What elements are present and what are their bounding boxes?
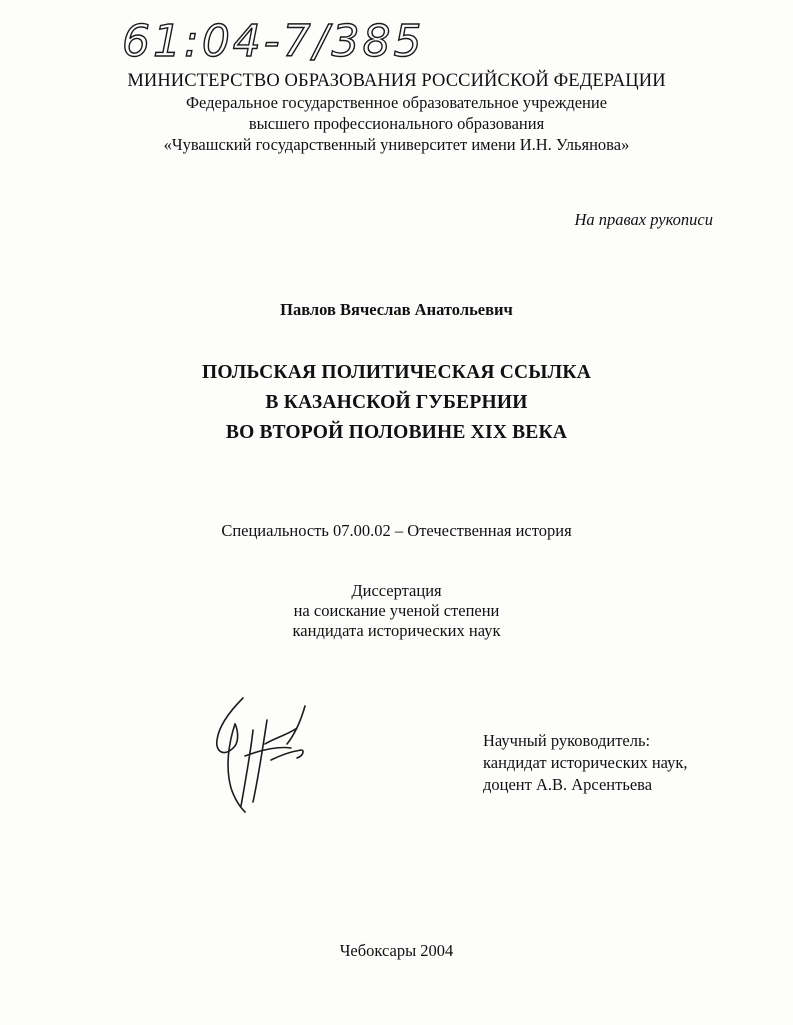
author-name: Павлов Вячеслав Анатольевич: [280, 300, 513, 319]
institution-header: [0, 70, 793, 155]
city-year: Чебоксары 2004: [339, 941, 454, 960]
author-signature: [205, 690, 315, 815]
degree-line-3: кандидата исторических наук: [292, 621, 501, 640]
rights-note: На правах рукописи: [574, 210, 713, 229]
specialty: Специальность 07.00.02 – Отечественная история: [221, 521, 572, 540]
dissertation-title: [0, 358, 793, 448]
scientific-advisor: [483, 730, 688, 796]
institution-line-3: «Чувашский государственный университет имени И.Н. Ульянова»: [163, 135, 630, 154]
advisor-line-3: доцент А.В. Арсентьева: [483, 775, 653, 794]
degree-line-1: Диссертация: [351, 581, 442, 600]
title-line-3: ВО ВТОРОЙ ПОЛОВИНЕ XIX ВЕКА: [225, 422, 568, 443]
advisor-line-2: кандидат исторических наук,: [483, 753, 688, 772]
title-line-2: В КАЗАНСКОЙ ГУБЕРНИИ: [265, 392, 528, 413]
institution-line-1: Федеральное государственное образовательное учреждение: [185, 93, 608, 112]
stamp-code: 61:04-7/385: [122, 16, 425, 67]
degree-statement: [0, 581, 793, 641]
title-line-1: ПОЛЬСКАЯ ПОЛИТИЧЕСКАЯ ССЫЛКА: [201, 362, 592, 383]
handwritten-archive-stamp: [120, 6, 460, 68]
ministry-name: МИНИСТЕРСТВО ОБРАЗОВАНИЯ РОССИЙСКОЙ ФЕДЕРАЦИИ: [127, 71, 666, 91]
institution-line-2: высшего профессионального образования: [248, 114, 545, 133]
degree-line-2: на соискание ученой степени: [293, 601, 500, 620]
advisor-line-1: Научный руководитель:: [483, 731, 651, 750]
